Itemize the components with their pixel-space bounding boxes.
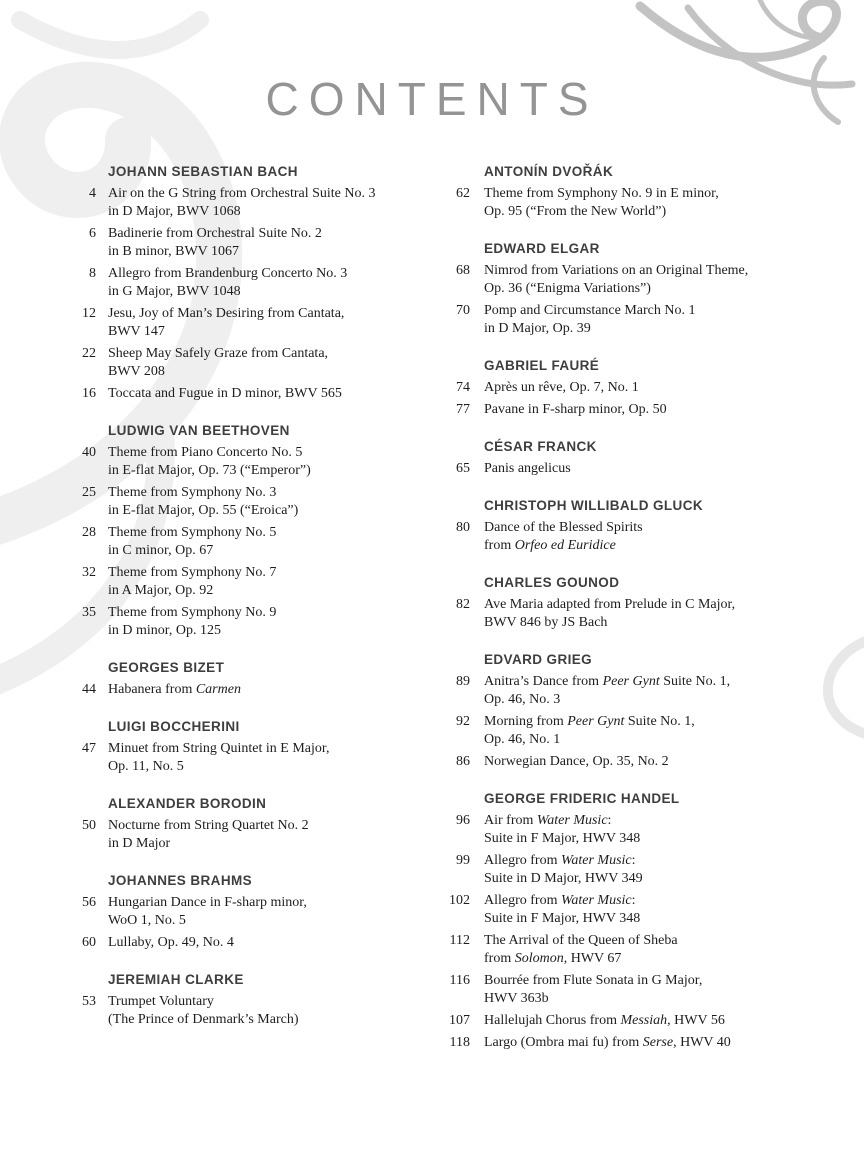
title-text: Lullaby, Op. 49, No. 4 — [108, 935, 234, 950]
entry-page-number: 60 — [82, 935, 96, 950]
title-text: from — [484, 538, 515, 553]
title-text: : — [631, 893, 636, 908]
entry-page-number: 4 — [89, 186, 96, 201]
composer-heading: CHARLES GOUNOD — [484, 575, 620, 590]
entry-title-line — [484, 910, 640, 928]
toc-entry — [62, 444, 434, 480]
title-text: Theme from Symphony No. 9 — [108, 605, 277, 620]
toc-section — [62, 796, 434, 853]
entry-title-line — [108, 912, 307, 930]
toc-entry — [62, 185, 434, 221]
title-text: Jesu, Joy of Man’s Desiring from Cantata, — [108, 306, 345, 321]
composer-heading: ALEXANDER BORODIN — [108, 796, 267, 811]
title-text: Suite in D Major, HWV 349 — [484, 871, 643, 886]
toc-entry — [62, 817, 434, 853]
entry-page-number: 74 — [456, 380, 470, 395]
entry-title — [108, 934, 234, 952]
entry-title — [484, 262, 748, 298]
work-title-italic: Peer Gynt — [602, 674, 660, 689]
entry-page-number: 12 — [82, 306, 96, 321]
toc-entry — [434, 812, 836, 848]
entry-page-number: 65 — [456, 461, 470, 476]
toc-entry — [434, 460, 836, 478]
entry-title-line — [484, 852, 643, 870]
toc-section — [62, 719, 434, 776]
entry-page-number: 96 — [456, 813, 470, 828]
toc-entry — [434, 673, 836, 709]
title-text: Allegro from Brandenburg Concerto No. 3 — [108, 266, 348, 281]
entry-title — [108, 444, 311, 480]
toc-section — [434, 652, 836, 771]
entry-title-line — [484, 302, 696, 320]
toc-section — [434, 498, 836, 555]
title-text: Theme from Piano Concerto No. 5 — [108, 445, 303, 460]
entry-title — [108, 894, 307, 930]
toc-section — [434, 791, 836, 1052]
work-title-italic: Messiah — [620, 1013, 668, 1028]
entry-title-line — [108, 582, 276, 600]
title-text: Allegro from — [484, 893, 561, 908]
toc-section — [62, 972, 434, 1029]
entry-title — [484, 932, 678, 968]
entry-title-line — [108, 835, 309, 853]
entry-page-number: 16 — [82, 386, 96, 401]
entry-page-number: 6 — [89, 226, 96, 241]
table-of-contents — [0, 126, 864, 1056]
entry-page-number: 102 — [449, 893, 470, 908]
entry-page-number: 68 — [456, 263, 470, 278]
composer-heading: JOHANN SEBASTIAN BACH — [108, 164, 298, 179]
entry-title — [108, 484, 298, 520]
entry-title-line — [484, 892, 640, 910]
entry-title — [484, 302, 696, 338]
entry-title-line — [108, 934, 234, 952]
toc-entry — [62, 604, 434, 640]
entry-title-line — [484, 614, 735, 632]
entry-title-line — [484, 262, 748, 280]
toc-section — [62, 423, 434, 640]
title-text: Sheep May Safely Graze from Cantata, — [108, 346, 329, 361]
title-text: Op. 46, No. 3 — [484, 692, 561, 707]
title-text: (The Prince of Denmark’s March) — [108, 1012, 299, 1027]
entry-page-number: 47 — [82, 741, 96, 756]
entry-title-line — [484, 280, 748, 298]
entry-title — [108, 265, 347, 301]
entry-title-line — [484, 596, 735, 614]
entry-page-number: 107 — [449, 1013, 470, 1028]
entry-title-line — [108, 462, 311, 480]
title-text: Op. 36 (“Enigma Variations”) — [484, 281, 651, 296]
entry-title — [484, 852, 643, 888]
title-text: Pavane in F-sharp minor, Op. 50 — [484, 402, 667, 417]
entry-title-line — [108, 622, 276, 640]
entry-page-number: 62 — [456, 186, 470, 201]
entry-title-line — [484, 320, 696, 338]
entry-page-number: 8 — [89, 266, 96, 281]
entry-title — [484, 1012, 725, 1030]
entry-title — [108, 564, 276, 600]
entry-page-number: 56 — [82, 895, 96, 910]
entry-title-line — [108, 385, 342, 403]
title-text: in E-flat Major, Op. 55 (“Eroica”) — [108, 503, 299, 518]
entry-title-line — [484, 753, 669, 771]
entry-title-line — [108, 444, 311, 462]
entry-title-line — [108, 894, 307, 912]
entry-title-line — [484, 731, 695, 749]
title-text: Badinerie from Orchestral Suite No. 2 — [108, 226, 322, 241]
entry-title-line — [484, 401, 667, 419]
toc-entry — [434, 401, 836, 419]
title-text: Pomp and Circumstance March No. 1 — [484, 303, 696, 318]
title-text: Suite No. 1, — [624, 714, 695, 729]
entry-page-number: 80 — [456, 520, 470, 535]
title-text: Trumpet Voluntary — [108, 994, 214, 1009]
toc-entry — [434, 892, 836, 928]
title-text: Air from — [484, 813, 537, 828]
composer-heading: GABRIEL FAURÉ — [484, 358, 600, 373]
entry-title — [484, 753, 669, 771]
entry-title-line — [484, 673, 730, 691]
toc-entry — [62, 564, 434, 600]
entry-page-number: 77 — [456, 402, 470, 417]
composer-heading: CHRISTOPH WILLIBALD GLUCK — [484, 498, 703, 513]
entry-title-line — [108, 502, 298, 520]
work-title-italic: Peer Gynt — [567, 714, 625, 729]
title-text: in D Major, BWV 1068 — [108, 204, 241, 219]
composer-heading: JEREMIAH CLARKE — [108, 972, 244, 987]
toc-section — [434, 575, 836, 632]
entry-title-line — [108, 323, 344, 341]
title-text: Toccata and Fugue in D minor, BWV 565 — [108, 386, 342, 401]
title-text: in G Major, BWV 1048 — [108, 284, 241, 299]
entry-page-number: 44 — [82, 682, 96, 697]
title-text: WoO 1, No. 5 — [108, 913, 186, 928]
entry-title-line — [108, 203, 376, 221]
title-text: Après un rêve, Op. 7, No. 1 — [484, 380, 639, 395]
toc-section — [434, 439, 836, 478]
toc-entry — [62, 993, 434, 1029]
title-text: , HWV 56 — [667, 1013, 725, 1028]
composer-heading: CÉSAR FRANCK — [484, 439, 597, 454]
composer-heading: JOHANNES BRAHMS — [108, 873, 253, 888]
title-text: Suite in F Major, HWV 348 — [484, 911, 641, 926]
work-title-italic: Water Music — [536, 813, 608, 828]
entry-title — [484, 379, 639, 397]
entry-title — [484, 812, 640, 848]
entry-title — [484, 519, 643, 555]
toc-section — [62, 660, 434, 699]
title-text: , HWV 40 — [673, 1035, 731, 1050]
entry-title-line — [484, 972, 702, 990]
entry-page-number: 86 — [456, 754, 470, 769]
title-text: Largo (Ombra mai fu) from — [484, 1035, 643, 1050]
work-title-italic: Solomon — [514, 951, 564, 966]
toc-entry — [62, 225, 434, 261]
entry-page-number: 92 — [456, 714, 470, 729]
entry-page-number: 118 — [449, 1035, 470, 1050]
toc-entry — [434, 852, 836, 888]
composer-heading: GEORGE FRIDERIC HANDEL — [484, 791, 680, 806]
toc-entry — [434, 379, 836, 397]
toc-entry — [434, 713, 836, 749]
entry-page-number: 116 — [449, 973, 470, 988]
title-text: in A Major, Op. 92 — [108, 583, 214, 598]
toc-entry — [62, 524, 434, 560]
toc-entry — [434, 596, 836, 632]
entry-page-number: 99 — [456, 853, 470, 868]
entry-title-line — [484, 830, 640, 848]
entry-title-line — [108, 363, 328, 381]
entry-page-number: 112 — [449, 933, 470, 948]
entry-title — [484, 713, 695, 749]
entry-title — [108, 681, 241, 699]
title-text: Panis angelicus — [484, 461, 571, 476]
entry-title-line — [484, 1012, 725, 1030]
entry-title-line — [108, 817, 309, 835]
entry-title — [108, 524, 276, 560]
entry-page-number: 32 — [82, 565, 96, 580]
work-title-italic: Orfeo ed Euridice — [514, 538, 616, 553]
composer-heading: GEORGES BIZET — [108, 660, 225, 675]
title-text: : — [631, 853, 636, 868]
entry-page-number: 22 — [82, 346, 96, 361]
title-text: Anitra’s Dance from — [484, 674, 603, 689]
toc-entry — [62, 345, 434, 381]
entry-title-line — [484, 691, 730, 709]
entry-title — [484, 596, 735, 632]
toc-entry — [62, 934, 434, 952]
entry-title-line — [484, 950, 678, 968]
entry-title-line — [484, 713, 695, 731]
work-title-italic: Water Music — [560, 893, 632, 908]
entry-title — [484, 972, 702, 1008]
title-text: in B minor, BWV 1067 — [108, 244, 240, 259]
title-text: The Arrival of the Queen of Sheba — [484, 933, 678, 948]
entry-title-line — [484, 1034, 731, 1052]
toc-column-left — [62, 164, 434, 1056]
entry-title-line — [108, 1011, 298, 1029]
title-text: in D Major — [108, 836, 171, 851]
title-text: Theme from Symphony No. 5 — [108, 525, 277, 540]
entry-title — [108, 740, 329, 776]
title-text: in D minor, Op. 125 — [108, 623, 221, 638]
title-text: in D Major, Op. 39 — [484, 321, 591, 336]
page-title: CONTENTS — [265, 73, 599, 125]
title-text: Op. 46, No. 1 — [484, 732, 561, 747]
toc-entry — [434, 932, 836, 968]
title-text: Nocturne from String Quartet No. 2 — [108, 818, 309, 833]
title-text: BWV 846 by JS Bach — [484, 615, 608, 630]
entry-title-line — [108, 185, 376, 203]
title-text: Theme from Symphony No. 9 in E minor, — [484, 186, 719, 201]
entry-title-line — [484, 990, 702, 1008]
toc-entry — [62, 385, 434, 403]
entry-title — [484, 1034, 731, 1052]
entry-page-number: 89 — [456, 674, 470, 689]
title-text: Hungarian Dance in F-sharp minor, — [108, 895, 307, 910]
entry-page-number: 25 — [82, 485, 96, 500]
entry-page-number: 82 — [456, 597, 470, 612]
toc-entry — [62, 484, 434, 520]
toc-entry — [434, 1012, 836, 1030]
toc-section — [62, 164, 434, 403]
entry-page-number: 70 — [456, 303, 470, 318]
entry-title-line — [484, 185, 719, 203]
title-text: Minuet from String Quintet in E Major, — [108, 741, 330, 756]
entry-title-line — [108, 758, 329, 776]
title-text: Hallelujah Chorus from — [484, 1013, 621, 1028]
toc-column-right — [434, 164, 836, 1056]
entry-title — [108, 345, 328, 381]
title-text: Theme from Symphony No. 3 — [108, 485, 277, 500]
toc-section — [62, 873, 434, 952]
entry-title-line — [108, 604, 276, 622]
title-text: Morning from — [484, 714, 568, 729]
composer-heading: LUIGI BOCCHERINI — [108, 719, 240, 734]
entry-title-line — [108, 740, 329, 758]
toc-entry — [62, 265, 434, 301]
title-text: Theme from Symphony No. 7 — [108, 565, 277, 580]
entry-title-line — [484, 932, 678, 950]
title-text: , HWV 67 — [563, 951, 622, 966]
toc-entry — [434, 302, 836, 338]
entry-title-line — [108, 484, 298, 502]
title-text: Suite No. 1, — [659, 674, 731, 689]
toc-entry — [62, 894, 434, 930]
entry-title — [108, 993, 298, 1029]
title-text: BWV 147 — [108, 324, 165, 339]
entry-page-number: 28 — [82, 525, 96, 540]
entry-page-number: 53 — [82, 994, 96, 1009]
work-title-italic: Serse — [642, 1035, 674, 1050]
work-title-italic: Water Music — [560, 853, 632, 868]
entry-title-line — [108, 542, 276, 560]
entry-title-line — [484, 203, 719, 221]
toc-entry — [434, 185, 836, 221]
entry-title — [484, 460, 571, 478]
toc-entry — [62, 305, 434, 341]
entry-page-number: 50 — [82, 818, 96, 833]
toc-section — [434, 164, 836, 221]
entry-title — [108, 185, 376, 221]
entry-title-line — [484, 460, 571, 478]
entry-title-line — [484, 812, 640, 830]
title-text: Norwegian Dance, Op. 35, No. 2 — [484, 754, 669, 769]
entry-title-line — [484, 537, 643, 555]
entry-title-line — [484, 379, 639, 397]
title-text: BWV 208 — [108, 364, 165, 379]
entry-title — [484, 185, 719, 221]
entry-title-line — [108, 305, 344, 323]
entry-page-number: 35 — [82, 605, 96, 620]
entry-page-number: 40 — [82, 445, 96, 460]
entry-title — [108, 604, 276, 640]
title-text: Habanera from — [108, 682, 196, 697]
title-text: HWV 363b — [484, 991, 549, 1006]
composer-heading: LUDWIG VAN BEETHOVEN — [108, 423, 290, 438]
title-text: in E-flat Major, Op. 73 (“Emperor”) — [108, 463, 311, 478]
title-text: Ave Maria adapted from Prelude in C Major, — [484, 597, 736, 612]
title-text: Suite in F Major, HWV 348 — [484, 831, 641, 846]
toc-entry — [434, 519, 836, 555]
entry-title — [108, 225, 322, 261]
entry-title-line — [108, 524, 276, 542]
title-text: Bourrée from Flute Sonata in G Major, — [484, 973, 703, 988]
entry-title-line — [484, 519, 643, 537]
entry-title — [108, 305, 344, 341]
title-text: Op. 11, No. 5 — [108, 759, 184, 774]
entry-title — [108, 817, 309, 853]
entry-title-line — [108, 225, 322, 243]
toc-section — [434, 358, 836, 419]
entry-title — [484, 401, 667, 419]
title-text: Allegro from — [484, 853, 561, 868]
title-text: Air on the G String from Orchestral Suite No. 3 — [108, 186, 376, 201]
toc-entry — [62, 681, 434, 699]
title-text: Nimrod from Variations on an Original Theme, — [484, 263, 749, 278]
title-text: from — [484, 951, 515, 966]
entry-title — [484, 673, 730, 709]
toc-entry — [434, 1034, 836, 1052]
entry-title-line — [108, 345, 328, 363]
title-text: : — [607, 813, 612, 828]
toc-entry — [434, 753, 836, 771]
toc-entry — [434, 262, 836, 298]
entry-title-line — [108, 564, 276, 582]
toc-section — [434, 241, 836, 338]
composer-heading: EDWARD ELGAR — [484, 241, 600, 256]
entry-title-line — [108, 681, 241, 699]
entry-title — [484, 892, 640, 928]
work-title-italic: Carmen — [195, 682, 241, 697]
entry-title-line — [108, 243, 322, 261]
title-text: Op. 95 (“From the New World”) — [484, 204, 667, 219]
composer-heading: ANTONÍN DVOŘÁK — [484, 164, 614, 179]
entry-title-line — [108, 265, 347, 283]
entry-title-line — [108, 993, 298, 1011]
entry-title-line — [484, 870, 643, 888]
toc-entry — [62, 740, 434, 776]
title-text: in C minor, Op. 67 — [108, 543, 214, 558]
entry-title — [108, 385, 342, 403]
composer-heading: EDVARD GRIEG — [484, 652, 593, 667]
title-text: Dance of the Blessed Spirits — [484, 520, 643, 535]
entry-title-line — [108, 283, 347, 301]
toc-entry — [434, 972, 836, 1008]
